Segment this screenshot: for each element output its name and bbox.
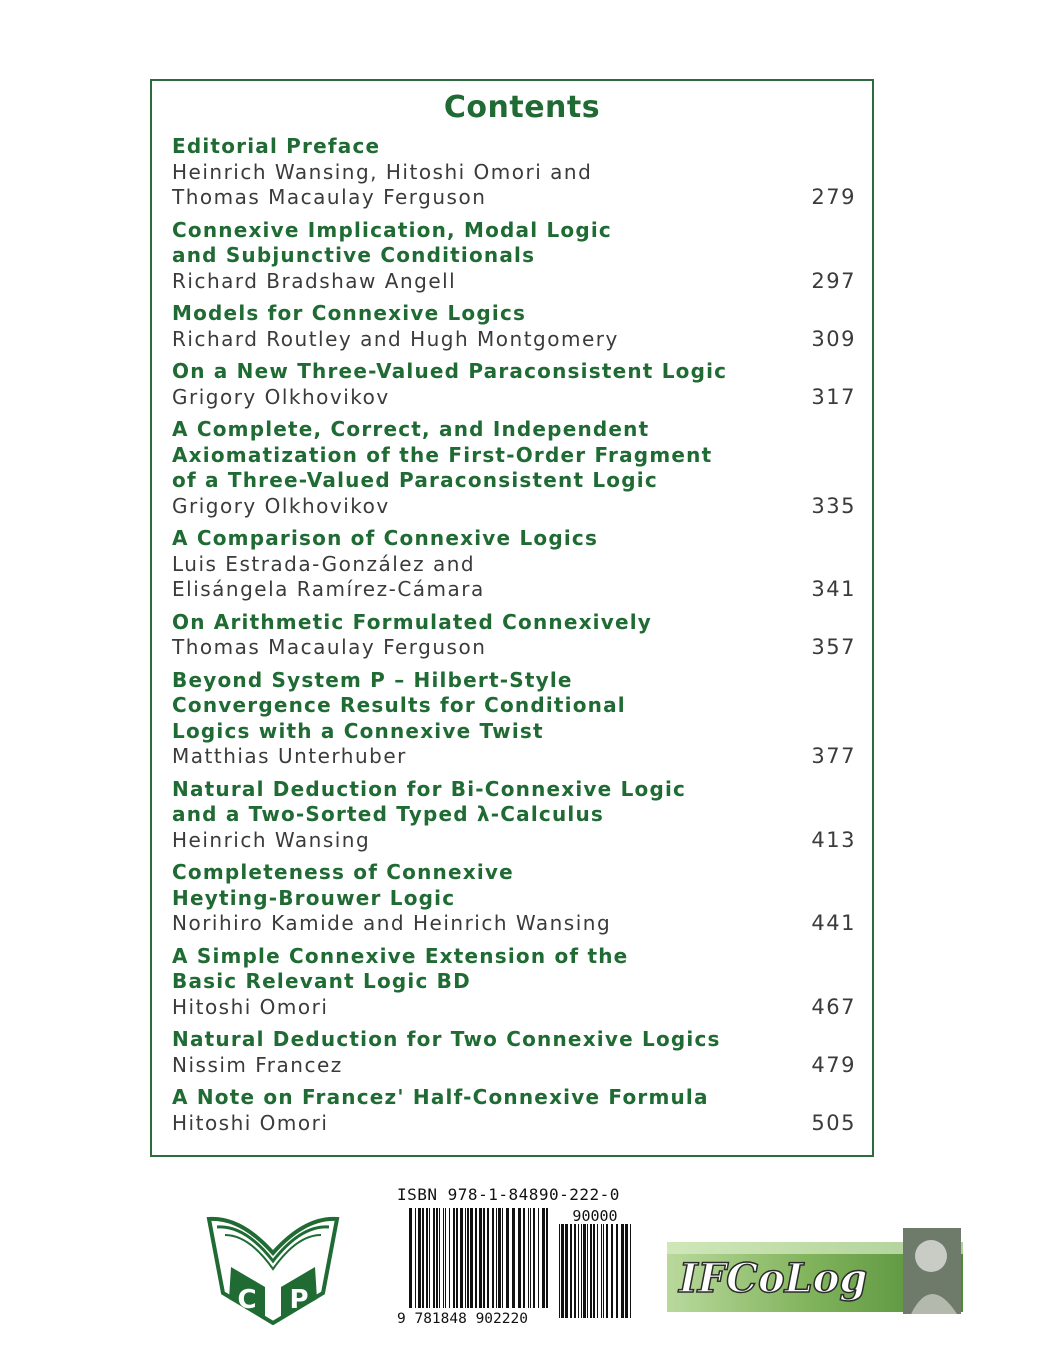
entry-author-line: [172, 269, 856, 295]
entry-author-line: [172, 1111, 856, 1137]
entry-author-line: [172, 577, 856, 603]
entry-title-line: Convergence Results for Conditional: [172, 693, 626, 717]
entry-title-line: and Subjunctive Conditionals: [172, 243, 536, 267]
barcode-bar: [467, 1208, 469, 1318]
statue-head: [915, 1240, 947, 1272]
barcode-bar: [574, 1224, 576, 1318]
entry-author: Luis Estrada-González and: [172, 551, 476, 576]
barcode-bar: [561, 1224, 564, 1318]
entry-author: Matthias Unterhuber: [172, 744, 407, 768]
entry-title-line: Models for Connexive Logics: [172, 301, 527, 325]
barcode-bar: [530, 1208, 531, 1318]
barcode-bar: [436, 1208, 438, 1318]
entry-author: Thomas Macaulay Ferguson: [172, 185, 487, 209]
entry-author: Heinrich Wansing, Hitoshi Omori and: [172, 159, 593, 184]
barcode-bar: [533, 1208, 535, 1318]
entry-title-line: A Complete, Correct, and Independent: [172, 417, 650, 441]
barcode-bar: [590, 1224, 592, 1318]
toc-entry: [172, 777, 856, 854]
entry-title-line: Natural Deduction for Two Connexive Logics: [172, 1027, 721, 1051]
entry-page-number: 479: [811, 1052, 856, 1077]
entry-author-line: [172, 327, 856, 353]
entry-page-number: 317: [811, 384, 856, 409]
barcode-addon-number: 90000: [572, 1207, 618, 1225]
barcode-bar: [470, 1208, 473, 1318]
barcode-bar: [570, 1224, 572, 1318]
barcode-bar: [460, 1208, 463, 1318]
barcode-bar: [606, 1224, 608, 1318]
entry-author-line: [172, 635, 856, 661]
entry-title-line: Basic Relevant Logic BD: [172, 969, 471, 993]
toc-entry: [172, 417, 856, 519]
barcode-bar: [559, 1224, 560, 1318]
barcode-bar: [506, 1208, 509, 1318]
entry-title-line: Editorial Preface: [172, 134, 381, 158]
toc-entry: [172, 860, 856, 937]
toc-entry: [172, 610, 856, 661]
barcode-bar: [583, 1224, 586, 1318]
barcode-bar: [492, 1208, 494, 1318]
barcode-number: 9 781848 902220: [397, 1311, 528, 1326]
entry-title-line: On Arithmetic Formulated Connexively: [172, 609, 653, 634]
logo-letter-p: P: [289, 1285, 309, 1315]
barcode-bar: [443, 1208, 444, 1318]
entry-page-number: 441: [811, 911, 856, 935]
contents-list: [172, 134, 856, 1143]
barcode-bar: [581, 1224, 582, 1318]
entry-page-number: 467: [811, 994, 856, 1019]
barcode-bar: [625, 1224, 628, 1318]
barcode-bar: [616, 1224, 618, 1318]
entry-author: Hitoshi Omori: [172, 994, 329, 1019]
barcode-bar: [630, 1224, 631, 1318]
contents-title: Contents: [443, 90, 601, 125]
entry-page-number: 279: [811, 185, 856, 209]
entry-page-number: 335: [811, 493, 856, 518]
entry-page-number: 341: [811, 577, 856, 601]
entry-title-line: A Simple Connexive Extension of the: [172, 943, 629, 968]
toc-entry: [172, 134, 856, 211]
logo-text: IFCoLog: [679, 1255, 868, 1302]
entry-author-line: [172, 911, 856, 937]
entry-author-line: [172, 552, 856, 578]
barcode-bar: [456, 1208, 458, 1318]
entry-author: Grigory Olkhovikov: [172, 384, 390, 409]
barcode-bar: [465, 1208, 466, 1318]
barcode-bar: [502, 1208, 503, 1318]
barcode-bar: [528, 1208, 529, 1318]
barcode-bar: [546, 1208, 548, 1318]
barcode-bar: [621, 1224, 624, 1318]
barcode-bar: [578, 1224, 579, 1318]
toc-entry: [172, 301, 856, 352]
entry-page-number: 377: [811, 744, 856, 768]
barcode-bar: [426, 1208, 428, 1318]
entry-author: Elisángela Ramírez-Cámara: [172, 577, 485, 601]
barcode-bar: [565, 1224, 568, 1318]
entry-page-number: 357: [811, 635, 856, 659]
entry-title-line: Axiomatization of the First-Order Fragment: [172, 442, 713, 467]
barcode-bar: [498, 1208, 501, 1318]
toc-entry: [172, 1027, 856, 1078]
entry-author-line: [172, 744, 856, 770]
barcode-bar: [593, 1224, 595, 1318]
barcode-bar: [429, 1208, 430, 1318]
barcode-bar: [523, 1208, 525, 1318]
entry-author-line: [172, 995, 856, 1021]
barcode-bar: [422, 1208, 424, 1318]
entry-author-line: [172, 494, 856, 520]
barcode-bar: [415, 1208, 416, 1318]
cp-book-logo: [205, 1213, 341, 1325]
entry-author: Hitoshi Omori: [172, 1110, 329, 1135]
entry-author-line: [172, 385, 856, 411]
barcode-bar: [512, 1208, 515, 1318]
barcode-bar: [538, 1208, 539, 1318]
entry-author-line: [172, 1053, 856, 1079]
barcode-bar: [445, 1208, 446, 1318]
entry-title-line: Beyond System P – Hilbert-Style: [172, 667, 573, 692]
entry-title-line: Completeness of Connexive: [172, 860, 514, 884]
toc-entry: [172, 218, 856, 295]
entry-author-line: [172, 828, 856, 854]
logo-letter-c: C: [237, 1285, 257, 1315]
barcode-bar: [601, 1224, 602, 1318]
entry-author-line: [172, 185, 856, 211]
barcode-bar: [611, 1224, 613, 1318]
barcode-bar: [496, 1208, 497, 1318]
barcode-bar: [439, 1208, 440, 1318]
entry-author: Nissim Francez: [172, 1052, 343, 1077]
entry-title-line: Logics with a Connexive Twist: [172, 718, 544, 743]
entry-page-number: 297: [811, 268, 856, 293]
entry-author: Richard Bradshaw Angell: [172, 268, 457, 293]
entry-title-line: A Note on Francez' Half-Connexive Formula: [172, 1085, 709, 1109]
entry-title-line: On a New Three-Valued Paraconsistent Logic: [172, 359, 728, 383]
entry-author: Grigory Olkhovikov: [172, 493, 390, 518]
barcode-bar: [487, 1208, 489, 1318]
entry-title-line: and a Two-Sorted Typed λ-Calculus: [172, 802, 604, 826]
toc-entry: [172, 359, 856, 410]
barcode-bar: [597, 1224, 598, 1318]
barcode-bar: [587, 1224, 588, 1318]
barcode-bar: [433, 1208, 435, 1318]
entry-page-number: 309: [811, 326, 856, 351]
toc-entry: [172, 1085, 856, 1136]
toc-entry: [172, 526, 856, 603]
entry-author: Norihiro Kamide and Heinrich Wansing: [172, 911, 612, 935]
entry-page-number: 505: [811, 1110, 856, 1135]
entry-author: Heinrich Wansing: [172, 827, 371, 852]
barcode-bar: [418, 1208, 421, 1318]
barcode-bar: [479, 1208, 482, 1318]
entry-author: Thomas Macaulay Ferguson: [172, 635, 487, 659]
barcode-bar: [603, 1224, 604, 1318]
entry-title-line: Natural Deduction for Bi-Connexive Logic: [172, 776, 687, 801]
barcode-bar: [409, 1208, 412, 1318]
barcode-bar: [518, 1208, 521, 1318]
entry-title-line: Connexive Implication, Modal Logic: [172, 217, 612, 242]
barcode-bar: [453, 1208, 455, 1318]
entry-page-number: 413: [811, 827, 856, 852]
isbn-label: ISBN 978-1-84890-222-0: [397, 1185, 620, 1204]
barcode-bar: [483, 1208, 485, 1318]
entry-author-line: [172, 160, 856, 186]
toc-entry: [172, 944, 856, 1021]
barcode-bar: [542, 1208, 545, 1318]
entry-title-line: of a Three-Valued Paraconsistent Logic: [172, 468, 658, 492]
barcode-bar: [449, 1208, 450, 1318]
isbn-barcode: [397, 1206, 633, 1326]
ifcolog-logo: [667, 1228, 963, 1316]
entry-title-line: Heyting-Brouwer Logic: [172, 885, 456, 910]
barcode-bar: [475, 1208, 477, 1318]
entry-author: Richard Routley and Hugh Montgomery: [172, 326, 619, 351]
entry-title-line: A Comparison of Connexive Logics: [172, 526, 599, 550]
toc-entry: [172, 668, 856, 770]
